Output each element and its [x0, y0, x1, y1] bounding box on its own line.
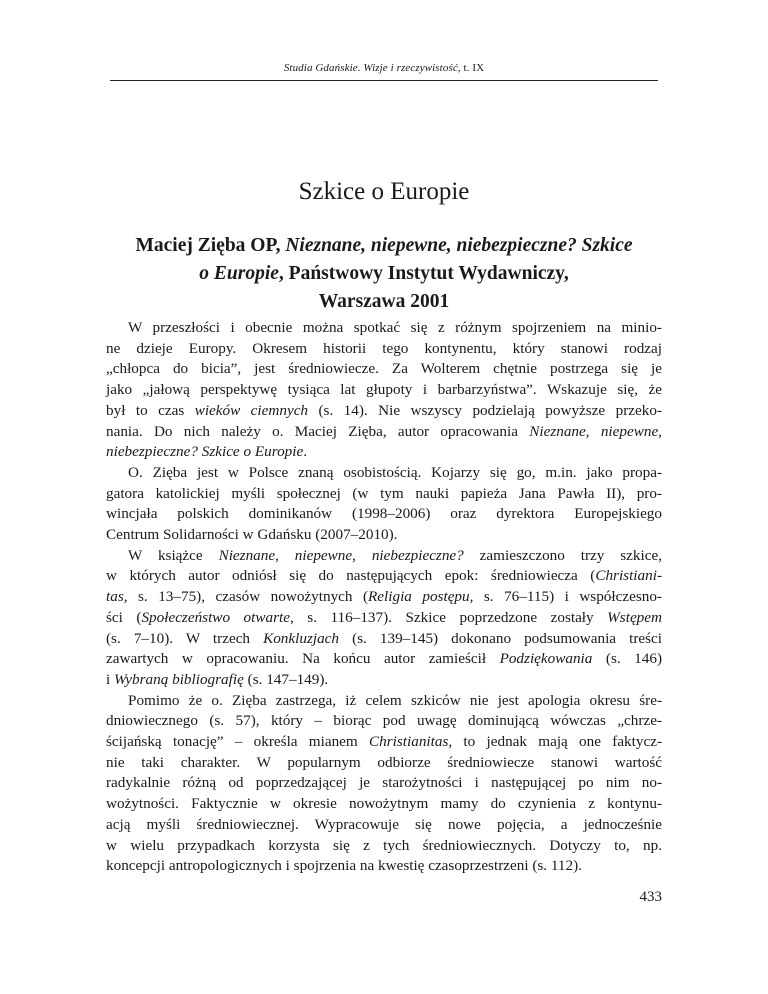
- italic-run: Podziękowania: [499, 650, 593, 668]
- text-run: dniowiecznego (s. 57), który – biorąc pod uwagę dominującą wówczas „chrze-: [106, 712, 662, 730]
- text-run: w wielu przypadkach korzysta się z tych średniowiecznych. Dotyczy to, np.: [106, 836, 662, 854]
- text-run: jako „jałową perspektywę tysiąca lat głupoty i barbarzyństwa”. Wskazuje się, że: [106, 381, 662, 399]
- text-run: wincjała polskich dominikanów (1998–2006) oraz dyrektora Europejskiego: [106, 505, 662, 523]
- text-run: W książce: [128, 546, 219, 564]
- citation-book-title: Nieznane, niepewne, niebezpieczne? Szkice: [285, 235, 633, 256]
- text-run: „chłopca do bicia”, jest średniowiecze. Za Wolterem chętnie postrzega się je: [106, 360, 662, 378]
- text-run: (s. 146): [592, 650, 662, 668]
- text-run: koncepcji antropologicznych i spojrzenia na kwestię czasoprzestrzeni (s. 112).: [106, 857, 582, 875]
- text-run: W przeszłości i obecnie można spotkać się z różnym spojrzeniem na minio-: [128, 319, 662, 336]
- text-line: [106, 836, 662, 857]
- text-run: gatora katolickiej myśli społecznej (w tym nauki papieża Jana Pawła II), pro-: [106, 484, 662, 502]
- text-line: [106, 711, 662, 732]
- text-run: Centrum Solidarności w Gdańsku (2007–2010).: [106, 526, 398, 544]
- text-line: [106, 525, 662, 546]
- text-line: [106, 773, 662, 794]
- text-run: .: [303, 443, 308, 461]
- text-line: [106, 504, 662, 525]
- text-line: [106, 649, 662, 670]
- review-title: Szkice o Europie: [298, 178, 470, 205]
- text-line: [106, 339, 662, 360]
- text-run: Pomimo że o. Zięba zastrzega, iż celem szkiców nie jest apologia okresu śre-: [128, 691, 662, 709]
- citation-line-2: [104, 260, 664, 288]
- book-citation: [104, 232, 664, 316]
- text-run: ści (: [106, 608, 142, 626]
- volume-number: t. IX: [460, 62, 485, 74]
- italic-run: Christianitas: [369, 733, 449, 751]
- journal-title: Studia Gdańskie. Wizje i rzeczywistość,: [283, 62, 461, 74]
- text-run: , to jednak mają one faktycz-: [448, 733, 663, 751]
- text-line: [106, 401, 662, 422]
- citation-book-title-cont: o Europie: [199, 263, 279, 284]
- text-line: [106, 566, 662, 587]
- italic-run: wieków ciemnych: [194, 401, 309, 419]
- text-line: [106, 484, 662, 505]
- text-line: [106, 546, 662, 567]
- italic-run: Religia postępu: [368, 588, 470, 606]
- text-line: [106, 794, 662, 815]
- text-run: nania. Do nich należy o. Maciej Zięba, autor opracowania: [106, 422, 530, 440]
- text-run: radykalnie różną od poprzedzającej je starożytności i następującej po nim no-: [106, 774, 662, 792]
- italic-run: Nieznane, niepewne, niebezpieczne?: [218, 546, 464, 564]
- text-line: [106, 318, 662, 339]
- text-line: [106, 380, 662, 401]
- italic-run: Christiani-: [595, 567, 662, 585]
- text-run: (s. 139–145) dokonano podsumowania treści: [339, 629, 662, 647]
- italic-run: Konkluzjach: [263, 629, 340, 647]
- text-line: [106, 422, 662, 443]
- text-line: [106, 629, 662, 650]
- text-line: [106, 587, 662, 608]
- text-run: zamieszczono trzy szkice,: [463, 546, 663, 564]
- text-run: , s. 76–115) i współczesno-: [469, 588, 662, 606]
- paragraph: [106, 463, 662, 546]
- text-run: (s. 14). Nie wszyscy podzielają powyższe przeko-: [308, 401, 662, 419]
- italic-run: Społeczeństwo otwarte: [141, 608, 290, 626]
- italic-run: Wstępem: [607, 608, 662, 626]
- header-rule: [110, 80, 658, 81]
- text-run: , s. 13–75), czasów nowożytnych (: [123, 588, 369, 606]
- italic-run: Nieznane, niepewne,: [529, 422, 662, 440]
- text-line: [106, 670, 662, 691]
- text-line: [106, 732, 662, 753]
- running-head: [0, 62, 768, 74]
- italic-run: niebezpieczne? Szkice o Europie: [106, 443, 304, 461]
- text-run: acją myśli średniowiecznej. Wypracowuje się nowe pojęcia, a jednocześnie: [106, 815, 662, 833]
- text-run: zawartych w opracowaniu. Na końcu autor zamieścił: [106, 650, 500, 668]
- text-run: , s. 116–137). Szkice poprzedzone zostały: [289, 608, 608, 626]
- text-run: był to czas: [106, 401, 195, 419]
- page-number: 433: [639, 889, 662, 905]
- citation-publisher: , Państwowy Instytut Wydawniczy,: [278, 263, 569, 284]
- text-run: ne dzieje Europy. Okresem historii tego kontynentu, który stanowi rodzaj: [106, 339, 662, 357]
- text-line: [106, 691, 662, 712]
- text-run: (s. 7–10). W trzech: [106, 629, 264, 647]
- text-run: i: [106, 670, 115, 688]
- citation-place-year: Warszawa 2001: [318, 291, 450, 312]
- text-line: [106, 815, 662, 836]
- text-line: [106, 856, 662, 877]
- italic-run: tas: [106, 588, 124, 606]
- paragraph: [106, 546, 662, 691]
- text-line: [106, 753, 662, 774]
- text-run: wożytności. Faktycznie w okresie nowożytnym mamy do czynienia z kontynu-: [106, 795, 662, 813]
- text-run: nie taki charakter. W popularnym odbiorze średniowiecze stanowi wartość: [106, 753, 662, 771]
- text-run: (s. 147–149).: [243, 670, 329, 688]
- text-line: [106, 359, 662, 380]
- review-body: [106, 318, 662, 877]
- paragraph: [106, 691, 662, 877]
- text-run: O. Zięba jest w Polsce znaną osobistością. Kojarzy się go, m.in. jako propa-: [128, 463, 662, 481]
- paragraph: [106, 318, 662, 463]
- citation-line-3: [104, 288, 664, 316]
- text-run: w których autor odniósł się do następujących epok: średniowiecza (: [106, 567, 596, 585]
- citation-author: Maciej Zięba OP,: [135, 235, 286, 256]
- text-line: [106, 442, 662, 463]
- italic-run: Wybraną bibliografię: [114, 670, 244, 688]
- citation-line-1: [104, 232, 664, 260]
- text-line: [106, 463, 662, 484]
- text-line: [106, 608, 662, 629]
- text-run: ścijańską tonację” – określa mianem: [106, 733, 370, 751]
